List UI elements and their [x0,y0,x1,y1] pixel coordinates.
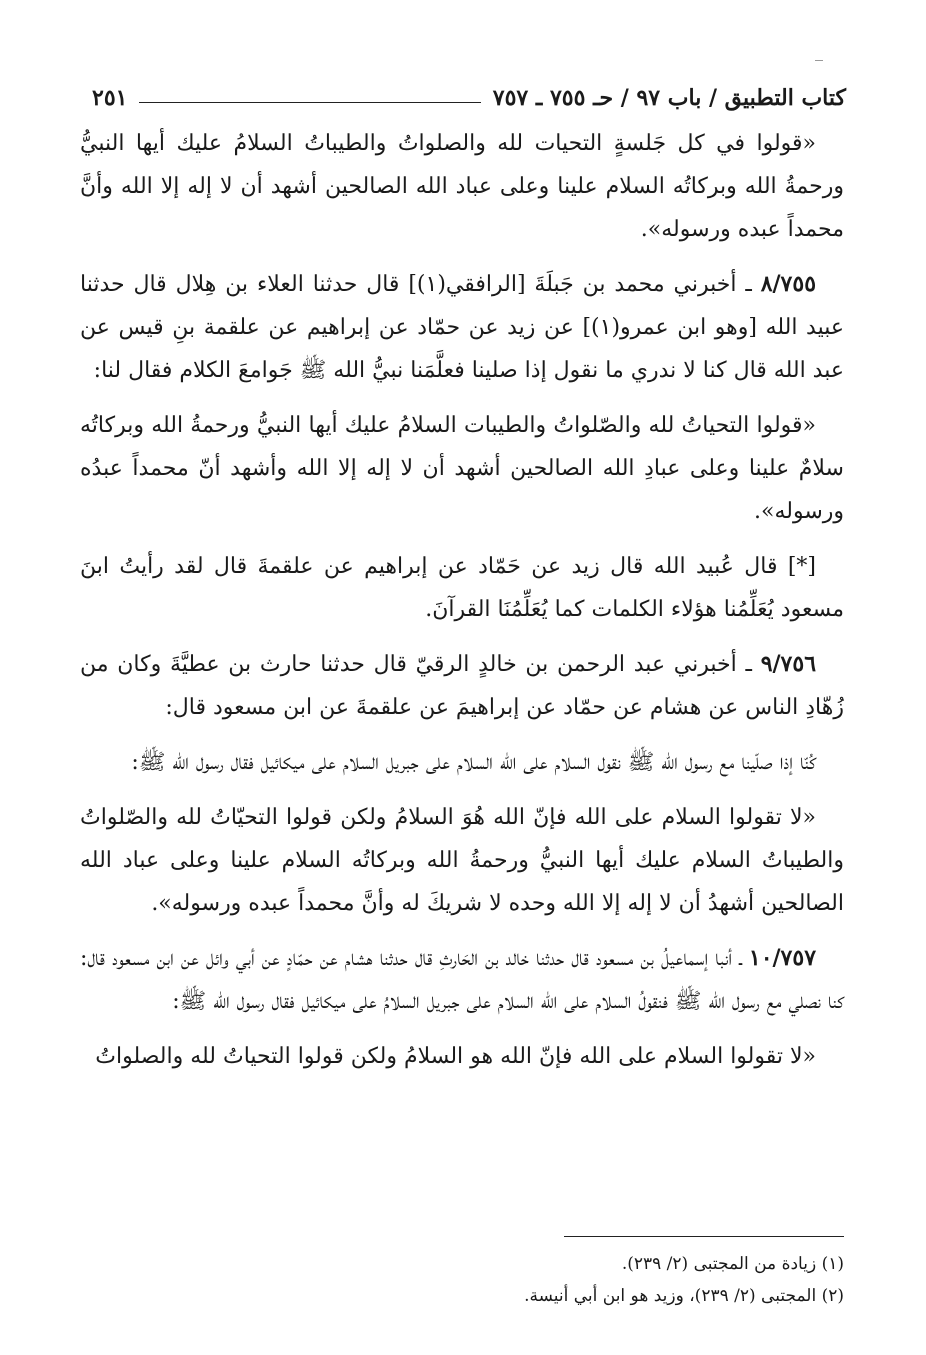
paragraph-6 [80,741,844,784]
hadith-756-number: ٩/٧٥٦ [760,651,817,677]
hadith-756 [80,643,844,729]
hadith-755-number: ٨/٧٥٥ [760,271,817,297]
hadith-757-number: ١٠/٧٥٧ [748,945,817,971]
paragraph-7-text: «لا تقولوا السلام على الله فإنّ الله هُوَ السلامُ ولكن قولوا التحيّاتُ لله والصّلواتُ والطيباتُ السلام عليك أيها النبيُّ ورحمةُ الله وبركاتُه السلام علينا وعلى عباد الله الصالحين أشهدُ أن لا إله إلا الله وحده لا شريكَ له وأنَّ محمداً عبده ورسوله». [80,805,844,916]
paragraph-7 [80,796,844,925]
paragraph-9-text: «لا تقولوا السلام على الله فإنّ الله هو السلامُ ولكن قولوا التحياتُ لله والصلواتُ [95,1044,816,1069]
paragraph-3 [80,404,844,533]
paragraph-6-text: كُنّا إذا صلّينا مع رسول الله ﷺ نقول السلام على الله السلام على جبريل السلام على ميكائيل فقال رسول الله ﷺ: [131,750,816,775]
hadith-755 [80,263,844,392]
page-number: ٢٥١ [92,85,128,111]
footnote-1: (١) زيادة من المجتبى (٢/ ٢٣٩). [621,1254,844,1274]
hadith-757-text: ـ أنبا إسماعيلُ بن مسعود قال حدثنا خالد بن الحَارثِ قال حدثنا هشام عن حمّادٍ عن أبي وائل عن ابن مسعود قال: كنا نصلي مع رسول الله ﷺ فنقولُ السلام على الله السلام على جبريل السلامُ على ميكائيل فقال رسول الله ﷺ: [80,946,844,1014]
paragraph-4 [80,545,844,631]
paragraph-1 [80,122,844,251]
header-rule [139,102,480,103]
paragraph-1-text: «قولوا في كل جَلسةٍ التحيات لله والصلواتُ والطيباتُ السلامُ عليك أيها النبيُّ ورحمةُ الله وبركاتُه السلام علينا وعلى عباد الله الصالحين أشهد أن لا إله إلا الله وأنَّ محمداً عبده ورسوله». [80,131,844,242]
footnote-rule [564,1236,844,1237]
hadith-755-text: ـ أخبرني محمد بن جَبلَةَ [الرافقي(١)] قال حدثنا العلاء بن هِلال قال حدثنا عبيد الله [وهو ابن عمرو(١)] عن زيد عن حمّاد عن إبراهيم عن علقمة بنِ قيس عن عبد الله قال كنا لا ندري ما نقول إذا صلينا فعلَّمَنا نبيُّ الله ﷺ جَوامعَ الكلام فقال لنا: [80,272,844,383]
corner-mark [815,60,823,61]
paragraph-4-text: [*] قال عُبيد الله قال زيد عن حَمّاد عن إبراهيم عن علقمةَ قال لقد رأيتُ ابنَ مسعود يُعَلِّمُنا هؤلاء الكلمات كما يُعَلِّمُنَا القرآنَ. [80,554,844,622]
hadith-757 [80,937,844,1023]
paragraph-3-text: «قولوا التحياتُ لله والصّلواتُ والطيبات السلامُ عليك أيها النبيُّ ورحمةُ الله وبركاتُه سلامٌ علينا وعلى عبادِ الله الصالحين أشهد أن لا إله إلا الله وأشهد أنّ محمداً عبدُه ورسوله». [80,413,844,524]
footnotes [80,1248,844,1312]
hadith-756-text: ـ أخبرني عبد الرحمن بن خالدٍ الرقيّ قال حدثنا حارث بن عطيَّةَ وكان من زُهّادِ الناس عن هشام عن حمّاد عن إبراهيمَ عن علقمةَ عن ابن مسعود قال: [80,652,844,720]
footnote-2: (٢) المجتبى (٢/ ٢٣٩)، وزيد هو ابن أبي أنيسة. [524,1286,844,1306]
page-body [80,122,844,1090]
paragraph-9 [80,1035,844,1078]
running-title: كتاب التطبيق / باب ٩٧ / حـ ٧٥٥ ـ ٧٥٧ [492,85,846,111]
page-header [92,80,846,116]
